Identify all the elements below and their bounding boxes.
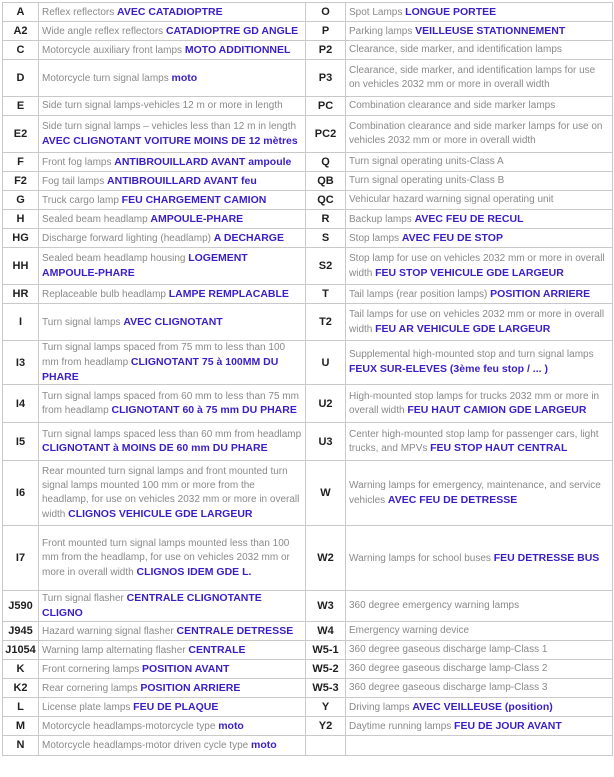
lamp-description-cell xyxy=(346,248,613,285)
lamp-description: Supplemental high-mounted stop and turn signal lamps xyxy=(349,349,594,361)
lamp-description-cell xyxy=(346,172,613,191)
lamp-description: Tail lamps (rear position lamps) xyxy=(349,288,488,300)
lamp-description: Parking lamps xyxy=(349,25,413,37)
table-row xyxy=(3,341,613,385)
french-translation: CLIGNOTANT à MOINS DE 60 mm DU PHARE xyxy=(42,442,268,455)
lamp-code: A xyxy=(3,3,39,22)
lamp-description: Tail lamps for use on vehicles 2032 mm or more in overall width xyxy=(349,308,605,335)
lamp-description: Front cornering lamps xyxy=(42,663,140,675)
french-translation: MOTO ADDITIONNEL xyxy=(184,43,291,56)
table-row xyxy=(3,97,613,116)
lamp-description-cell xyxy=(346,659,613,678)
lamp-description: Front fog lamps xyxy=(42,156,112,168)
french-translation: LONGUE PORTEE xyxy=(405,5,497,18)
lamp-description-cell xyxy=(39,60,306,97)
lamp-description-cell xyxy=(39,385,306,423)
lamp-description: License plate lamps xyxy=(42,701,131,713)
lamp-code: J945 xyxy=(3,621,39,640)
lamp-code: W5-2 xyxy=(306,659,346,678)
lamp-description-cell xyxy=(346,22,613,41)
french-translation: CENTRALE xyxy=(188,643,246,656)
lamp-description: 360 degree emergency warning lamps xyxy=(349,600,520,612)
lamp-description: Turn signal operating units-Class A xyxy=(349,156,504,168)
french-translation: moto xyxy=(171,71,198,84)
lamp-description: Replaceable bulb headlamp xyxy=(42,288,166,300)
lamp-description-cell xyxy=(346,116,613,153)
french-translation: FEU STOP HAUT CENTRAL xyxy=(430,442,568,455)
french-translation: FEU HAUT CAMION GDE LARGEUR xyxy=(407,404,587,417)
lamp-description-cell xyxy=(346,97,613,116)
lamp-code: I6 xyxy=(3,461,39,526)
lamp-description-cell xyxy=(39,248,306,285)
lamp-description-cell xyxy=(39,41,306,60)
french-translation: FEU DE PLAQUE xyxy=(133,700,219,713)
lamp-description: Warning lamps for emergency, maintenance, and service vehicles xyxy=(349,480,601,506)
french-translation: FEU STOP VEHICULE GDE LARGEUR xyxy=(375,266,564,279)
lamp-code: W2 xyxy=(306,526,346,591)
lamp-code: F xyxy=(3,153,39,172)
lamp-description-cell xyxy=(39,191,306,210)
lamp-description: High-mounted stop lamps for trucks 2032 mm or more in overall width xyxy=(349,390,600,417)
french-translation: CATADIOPTRE GD ANGLE xyxy=(165,24,299,37)
lamp-description: Center high-mounted stop lamp for passenger cars, light trucks, and MPVs xyxy=(349,428,599,455)
lamp-description-cell xyxy=(39,461,306,526)
lamp-description-cell xyxy=(346,591,613,622)
lamp-code: W5-1 xyxy=(306,640,346,659)
lamp-code: S2 xyxy=(306,248,346,285)
lamp-description: Wide angle reflex reflectors xyxy=(42,25,164,37)
lamp-code: I3 xyxy=(3,341,39,385)
lamp-description: Turn signal lamps xyxy=(42,316,121,328)
french-translation: VEILLEUSE STATIONNEMENT xyxy=(415,24,566,37)
french-translation: CLIGNOS IDEM GDE L. xyxy=(136,565,252,578)
lamp-description: Side turn signal lamps-vehicles 12 m or more in length xyxy=(42,100,283,112)
lamp-code: J1054 xyxy=(3,640,39,659)
french-translation: POSITION ARRIERE xyxy=(140,681,241,694)
lamp-description-cell xyxy=(346,697,613,716)
french-translation: AVEC FEU DE RECUL xyxy=(414,212,524,225)
lamp-description-cell xyxy=(39,716,306,735)
table-row xyxy=(3,621,613,640)
lamp-description: Motorcycle auxiliary front lamps xyxy=(42,44,183,56)
lamp-description-cell xyxy=(39,678,306,697)
lamp-code: P xyxy=(306,22,346,41)
lamp-description-cell xyxy=(346,526,613,591)
french-translation: A DECHARGE xyxy=(213,231,284,244)
lamp-description: Turn signal lamps spaced from 75 mm to less than 100 mm from headlamp xyxy=(42,342,286,368)
lamp-description: Rear mounted turn signal lamps and front mounted turn signal lamps mounted 100 mm or more from the headlamp, for use on vehicles 2032 mm or more in overall width xyxy=(42,466,300,520)
table-row xyxy=(3,716,613,735)
lamp-description-cell xyxy=(39,97,306,116)
table-row xyxy=(3,678,613,697)
lamp-description-cell xyxy=(39,640,306,659)
lamp-description: Backup lamps xyxy=(349,213,412,225)
lamp-description-cell xyxy=(39,22,306,41)
lamp-description-cell xyxy=(39,304,306,341)
table-row xyxy=(3,461,613,526)
lamp-description-cell xyxy=(39,735,306,755)
table-row xyxy=(3,591,613,622)
french-translation: CLIGNOTANT 60 à 75 mm DU PHARE xyxy=(111,404,297,417)
lamp-description: Discharge forward lighting (headlamp) xyxy=(42,232,211,244)
table-row xyxy=(3,3,613,22)
lamp-description: Vehicular hazard warning signal operating unit xyxy=(349,194,554,206)
lamp-description-cell xyxy=(346,41,613,60)
lamp-description-cell xyxy=(346,640,613,659)
table-row xyxy=(3,659,613,678)
table-row xyxy=(3,735,613,755)
lamp-description-cell xyxy=(346,153,613,172)
lamp-code: Y2 xyxy=(306,716,346,735)
lamp-description-cell xyxy=(346,461,613,526)
table-row xyxy=(3,285,613,304)
table-row xyxy=(3,697,613,716)
lamp-code: A2 xyxy=(3,22,39,41)
lamp-description-cell xyxy=(39,591,306,622)
lamp-code: QC xyxy=(306,191,346,210)
french-translation: FEU DE JOUR AVANT xyxy=(454,719,562,732)
lamp-code: QB xyxy=(306,172,346,191)
lamp-code: K2 xyxy=(3,678,39,697)
lamp-description-cell xyxy=(39,285,306,304)
lamp-description: Emergency warning device xyxy=(349,625,470,637)
empty-code-cell xyxy=(306,735,346,755)
lamp-description-cell xyxy=(346,341,613,385)
lamp-description: Rear cornering lamps xyxy=(42,682,138,694)
lamp-description-cell xyxy=(39,116,306,153)
table-row xyxy=(3,116,613,153)
lamp-description-cell xyxy=(346,423,613,461)
french-translation: CENTRALE DETRESSE xyxy=(176,624,294,637)
french-translation: AVEC CLIGNOTANT xyxy=(123,315,223,328)
lamp-description: 360 degree gaseous discharge lamp-Class 3 xyxy=(349,682,548,694)
lamp-description: Motorcycle headlamps-motor driven cycle type xyxy=(42,740,249,752)
lamp-code: I7 xyxy=(3,526,39,591)
lamp-code: W4 xyxy=(306,621,346,640)
lamp-code: HR xyxy=(3,285,39,304)
lamp-code: H xyxy=(3,210,39,229)
lamp-description: Stop lamp for use on vehicles 2032 mm or more in overall width xyxy=(349,252,605,279)
lamp-code: HG xyxy=(3,229,39,248)
french-translation: CENTRALE CLIGNOTANTE CLIGNO xyxy=(42,592,262,620)
french-translation: moto xyxy=(250,739,277,752)
lamp-description-cell xyxy=(39,621,306,640)
french-translation: POSITION AVANT xyxy=(142,662,230,675)
lamp-code: F2 xyxy=(3,172,39,191)
lamp-description: Truck cargo lamp xyxy=(42,194,119,206)
french-translation: moto xyxy=(218,719,244,732)
lamp-code: W xyxy=(306,461,346,526)
lamp-description: Fog tail lamps xyxy=(42,175,105,187)
lamp-code: Q xyxy=(306,153,346,172)
lamp-description-cell xyxy=(39,526,306,591)
lamp-description: Spot Lamps xyxy=(349,6,403,18)
lamp-code: K xyxy=(3,659,39,678)
lamp-description: Sealed beam headlamp xyxy=(42,213,148,225)
lamp-code: G xyxy=(3,191,39,210)
table-row xyxy=(3,22,613,41)
lamp-description-cell xyxy=(346,285,613,304)
lamp-description-cell xyxy=(346,621,613,640)
french-translation: AVEC VEILLEUSE (position) xyxy=(412,700,553,713)
lamp-code: P2 xyxy=(306,41,346,60)
lamp-code: W5-3 xyxy=(306,678,346,697)
french-translation: LOGEMENT AMPOULE-PHARE xyxy=(42,252,248,279)
lamp-code: T xyxy=(306,285,346,304)
lamp-code: E2 xyxy=(3,116,39,153)
lamp-description-cell xyxy=(346,678,613,697)
lamp-code: J590 xyxy=(3,591,39,622)
lamp-description-cell xyxy=(39,659,306,678)
french-translation: ANTIBROUILLARD AVANT feu xyxy=(107,174,257,187)
lamp-description: Combination clearance and side marker lamps xyxy=(349,100,556,112)
table-row xyxy=(3,191,613,210)
lamp-description-cell xyxy=(39,229,306,248)
lamp-description: Turn signal lamps spaced from 60 mm to less than 75 mm from headlamp xyxy=(42,390,299,417)
lamp-code: PC xyxy=(306,97,346,116)
lamp-code: P3 xyxy=(306,60,346,97)
lamp-description: Reflex reflectors xyxy=(42,6,115,18)
lamp-description: Front mounted turn signal lamps mounted less than 100 mm from the headlamp, for use on vehicles 2032 mm or more in overall width xyxy=(42,538,290,578)
french-translation: POSITION ARRIERE xyxy=(490,287,591,300)
table-row xyxy=(3,248,613,285)
lamp-description: Clearance, side marker, and identification lamps for use on vehicles 2032 mm or more in overall width xyxy=(349,65,596,90)
table-row xyxy=(3,385,613,423)
lamp-description-cell xyxy=(346,60,613,97)
lamp-code: PC2 xyxy=(306,116,346,153)
french-translation: FEUX SUR-ELEVES (3ème feu stop / ... ) xyxy=(349,363,548,376)
table-row xyxy=(3,304,613,341)
empty-description-cell xyxy=(346,735,613,755)
lamp-code: HH xyxy=(3,248,39,285)
lamp-code: O xyxy=(306,3,346,22)
lamp-code: I xyxy=(3,304,39,341)
lamp-code: T2 xyxy=(306,304,346,341)
lamp-description: Warning lamps for school buses xyxy=(349,552,491,564)
lamp-description-cell xyxy=(39,172,306,191)
lamp-description-cell xyxy=(346,191,613,210)
lamp-description: Daytime running lamps xyxy=(349,720,452,732)
lamp-code: U2 xyxy=(306,385,346,423)
lamp-code: I5 xyxy=(3,423,39,461)
table-row xyxy=(3,423,613,461)
lamp-code: D xyxy=(3,60,39,97)
lamp-description-cell xyxy=(346,229,613,248)
lamp-description: Sealed beam headlamp housing xyxy=(42,253,186,265)
lamp-description-cell xyxy=(346,3,613,22)
lamp-description-cell xyxy=(346,385,613,423)
french-translation: FEU AR VEHICULE GDE LARGEUR xyxy=(375,322,551,335)
lamp-code: S xyxy=(306,229,346,248)
lamp-description-cell xyxy=(39,423,306,461)
lamp-description: Turn signal lamps spaced less than 60 mm from headlamp xyxy=(42,428,302,440)
lamp-description: Side turn signal lamps – vehicles less than 12 m in length xyxy=(42,120,297,132)
lamp-code: L xyxy=(3,697,39,716)
french-translation: AVEC FEU DE DETRESSE xyxy=(387,493,518,506)
lamp-code: N xyxy=(3,735,39,755)
table-row xyxy=(3,41,613,60)
french-translation: FEU CHARGEMENT CAMION xyxy=(121,193,267,206)
table-row xyxy=(3,153,613,172)
lamp-code: C xyxy=(3,41,39,60)
lamp-description-cell xyxy=(39,210,306,229)
french-translation: AVEC CLIGNOTANT VOITURE MOINS DE 12 mètres xyxy=(42,134,298,147)
lamp-code: Y xyxy=(306,697,346,716)
french-translation: FEU DETRESSE BUS xyxy=(493,551,600,564)
lamp-description: Turn signal flasher xyxy=(42,593,124,605)
table-row xyxy=(3,640,613,659)
table-row xyxy=(3,526,613,591)
lamp-description: Hazard warning signal flasher xyxy=(42,625,174,637)
table-row xyxy=(3,60,613,97)
table-row xyxy=(3,210,613,229)
french-translation: ANTIBROUILLARD AVANT ampoule xyxy=(114,155,292,168)
french-translation: AMPOULE-PHARE xyxy=(150,212,244,225)
lamp-description: Stop lamps xyxy=(349,232,400,244)
lamp-code-table-body xyxy=(3,3,613,756)
lamp-description-cell xyxy=(346,304,613,341)
lamp-description: 360 degree gaseous discharge lamp-Class 2 xyxy=(349,663,548,675)
lamp-description: Driving lamps xyxy=(349,701,410,713)
lamp-description: Motorcycle headlamps-motorcycle type xyxy=(42,720,216,732)
lamp-description-cell xyxy=(39,3,306,22)
lamp-code: R xyxy=(306,210,346,229)
lamp-description: Motorcycle turn signal lamps xyxy=(42,72,169,84)
lamp-code: I4 xyxy=(3,385,39,423)
lamp-code-table xyxy=(2,2,613,756)
lamp-code: M xyxy=(3,716,39,735)
lamp-description-cell xyxy=(39,341,306,385)
lamp-code: W3 xyxy=(306,591,346,622)
lamp-code: U xyxy=(306,341,346,385)
lamp-description-cell xyxy=(39,697,306,716)
lamp-description: Turn signal operating units-Class B xyxy=(349,175,505,187)
french-translation: AVEC CATADIOPTRE xyxy=(117,5,223,18)
lamp-code: E xyxy=(3,97,39,116)
french-translation: CLIGNOTANT 75 à 100MM DU PHARE xyxy=(42,355,279,383)
french-translation: AVEC FEU DE STOP xyxy=(401,231,503,244)
lamp-code: U3 xyxy=(306,423,346,461)
lamp-description: 360 degree gaseous discharge lamp-Class 1 xyxy=(349,644,548,656)
french-translation: CLIGNOS VEHICULE GDE LARGEUR xyxy=(68,507,253,520)
lamp-description: Combination clearance and side marker lamps for use on vehicles 2032 mm or more in overall width xyxy=(349,121,603,146)
lamp-description-cell xyxy=(39,153,306,172)
lamp-description-cell xyxy=(346,210,613,229)
lamp-description-cell xyxy=(346,716,613,735)
table-row xyxy=(3,172,613,191)
lamp-description: Warning lamp alternating flasher xyxy=(42,644,186,656)
lamp-description: Clearance, side marker, and identification lamps xyxy=(349,44,562,56)
french-translation: LAMPE REMPLACABLE xyxy=(168,287,289,300)
table-row xyxy=(3,229,613,248)
